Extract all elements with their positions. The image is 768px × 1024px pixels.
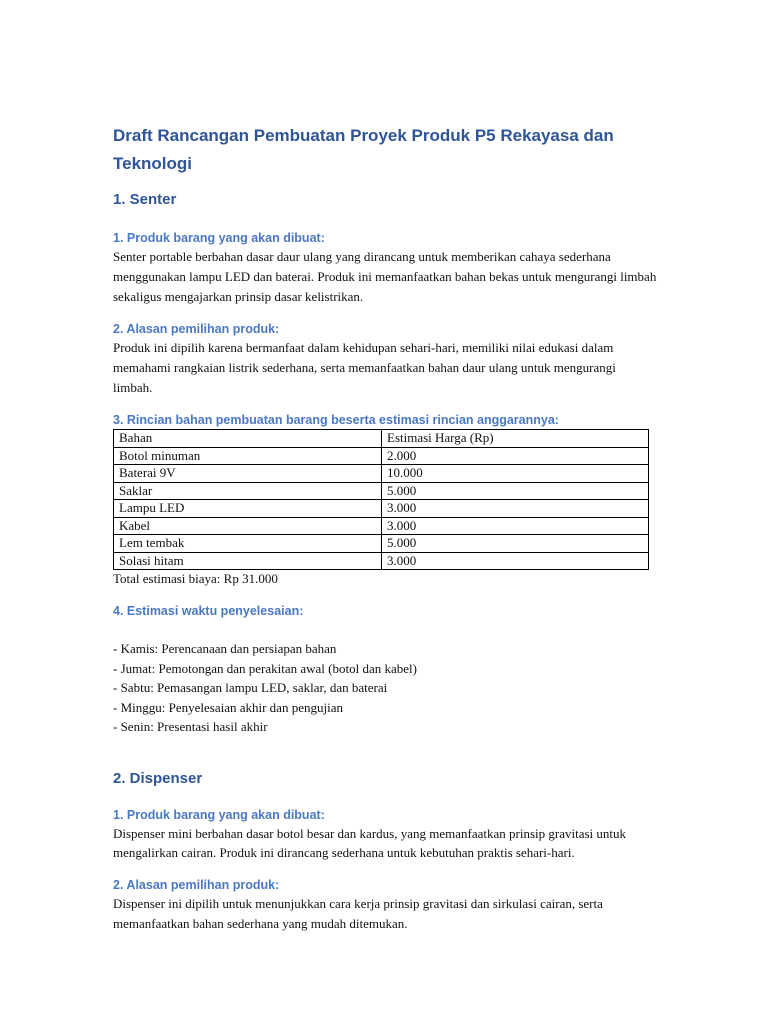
table-cell-price: 3.000 (382, 552, 649, 570)
table-cell-price: 10.000 (382, 465, 649, 483)
dispenser-reason-heading: 2. Alasan pemilihan produk: (113, 877, 280, 892)
section-heading-dispenser: 2. Dispenser (113, 769, 203, 787)
senter-product-heading: 1. Produk barang yang akan dibuat: (113, 231, 325, 245)
table-cell-item: Botol minuman (114, 447, 382, 465)
table-row (114, 482, 649, 500)
list-item: - Minggu: Penyelesaian akhir dan pengujian (113, 699, 343, 715)
table-header-row (114, 430, 649, 448)
table-header-bahan: Bahan (114, 430, 382, 448)
dispenser-reason-text: Dispenser ini dipilih untuk menunjukkan cara kerja prinsip gravitasi dan sirkulasi cairan, serta memanfaatkan bahan sederhana yang mudah ditemukan. (113, 895, 603, 931)
table-row (114, 517, 649, 535)
table-header-harga: Estimasi Harga (Rp) (382, 430, 649, 448)
table-cell-item: Baterai 9V (114, 465, 382, 483)
list-item: - Senin: Presentasi hasil akhir (113, 719, 268, 734)
senter-total-cost: Total estimasi biaya: Rp 31.000 (113, 571, 278, 586)
list-item: - Jumat: Pemotongan dan perakitan awal (botol dan kabel) (113, 660, 417, 676)
dispenser-product-text: Dispenser mini berbahan dasar botol besar dan kardus, yang memanfaatkan prinsip gravitasi untuk mengalirkan cairan. Produk ini dirancang sederhana untuk kebutuhan praktis sehari-hari. (113, 825, 626, 860)
table-row (114, 465, 649, 483)
document-title: Draft Rancangan Pembuatan Proyek Produk P5 Rekayasa dan Teknologi (113, 126, 614, 173)
dispenser-product-heading: 1. Produk barang yang akan dibuat: (113, 807, 325, 822)
senter-time-heading: 4. Estimasi waktu penyelesaian: (113, 604, 304, 618)
senter-schedule-list (113, 639, 658, 737)
table-row (114, 447, 649, 465)
table-row (114, 535, 649, 553)
table-cell-item: Lem tembak (114, 535, 382, 553)
senter-reason-heading: 2. Alasan pemilihan produk: (113, 322, 280, 336)
table-cell-item: Lampu LED (114, 500, 382, 518)
table-cell-price: 3.000 (382, 517, 649, 535)
senter-reason-text: Produk ini dipilih karena bermanfaat dalam kehidupan sehari-hari, memiliki nilai edukasi dalam memahami rangkaian listrik sederhana, serta memanfaatkan bahan daur ulang untuk mengurangi limbah. (113, 340, 616, 395)
section-heading-senter: 1. Senter (113, 191, 177, 208)
table-cell-price: 3.000 (382, 500, 649, 518)
budget-table (113, 429, 649, 570)
table-row (114, 552, 649, 570)
table-cell-price: 5.000 (382, 535, 649, 553)
document-content (113, 122, 658, 934)
senter-materials-heading: 3. Rincian bahan pembuatan barang beserta estimasi rincian anggarannya: (113, 413, 559, 427)
table-cell-price: 2.000 (382, 447, 649, 465)
table-cell-item: Kabel (114, 517, 382, 535)
table-row (114, 500, 649, 518)
list-item: - Kamis: Perencanaan dan persiapan bahan (113, 641, 337, 656)
list-item: - Sabtu: Pemasangan lampu LED, saklar, dan baterai (113, 680, 388, 695)
table-cell-price: 5.000 (382, 482, 649, 500)
senter-product-text: Senter portable berbahan dasar daur ulang yang dirancang untuk memberikan cahaya sederhana menggunakan lampu LED dan baterai. Produk ini memanfaatkan bahan bekas untuk mengurangi limbah sekaligus mengajarkan prinsip dasar kelistrikan. (113, 249, 657, 304)
table-cell-item: Solasi hitam (114, 552, 382, 570)
table-cell-item: Saklar (114, 482, 382, 500)
